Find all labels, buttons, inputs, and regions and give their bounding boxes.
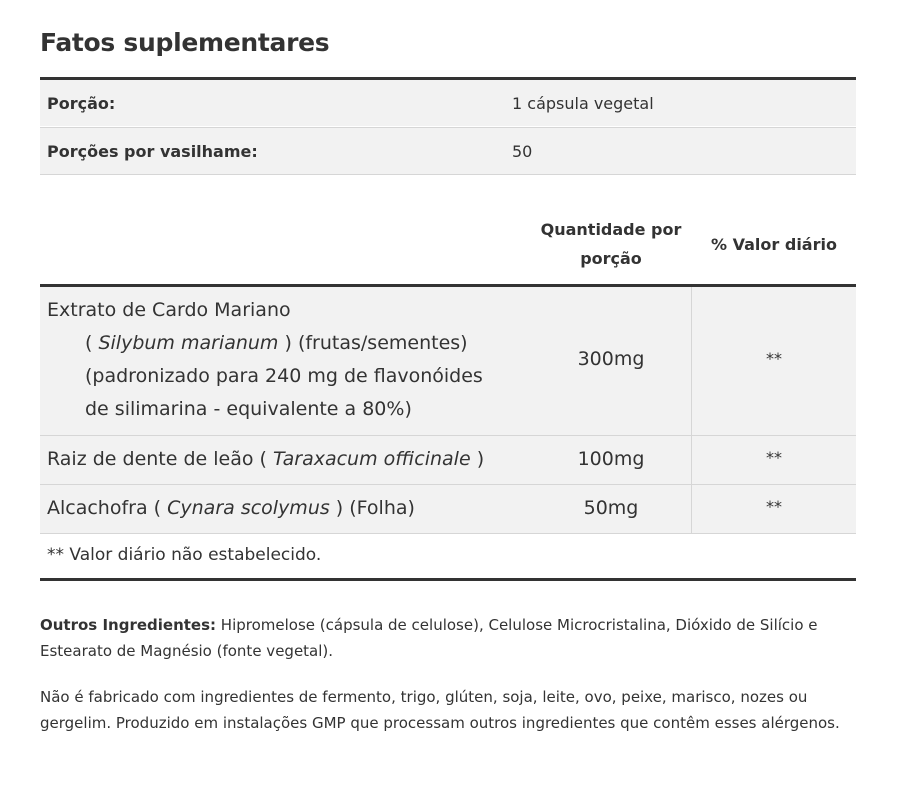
- ingredient-daily-value: **: [766, 448, 782, 467]
- ingredient-name: Raiz de dente de leão ( Taraxacum officinale ): [47, 448, 485, 470]
- ingredient-amount: 50mg: [583, 497, 639, 519]
- ingredient-row: [40, 436, 856, 484]
- other-ingredients-label: Outros Ingredientes:: [40, 616, 217, 634]
- serving-size-row: [40, 80, 856, 126]
- servings-per-container-label: Porções por vasilhame:: [47, 142, 258, 161]
- ingredient-row: [40, 485, 856, 533]
- latin-name: Silybum marianum: [98, 332, 279, 354]
- row-divider: [40, 174, 856, 175]
- ingredient-title: Extrato de Cardo Mariano: [47, 299, 291, 321]
- ingredient-amount: 300mg: [577, 348, 645, 370]
- servings-per-container-value: 50: [512, 142, 533, 161]
- ingredient-row: [40, 287, 856, 435]
- other-ingredients-text: Hipromelose (cápsula de celulose), Celulose Microcristalina, Dióxido de Silício e Estearato de Magnésio (fonte vegetal).: [40, 616, 818, 660]
- ingredient-name: Alcachofra ( Cynara scolymus ) (Folha): [47, 497, 415, 519]
- ingredient-detail: de silimarina - equivalente a 80%): [85, 398, 412, 420]
- serving-size-label: Porção:: [47, 94, 116, 113]
- daily-value-header: % Valor diário: [711, 235, 837, 254]
- servings-per-container-row: [40, 128, 856, 174]
- amount-per-serving-header: [530, 215, 692, 273]
- footer-divider: [40, 578, 856, 581]
- column-divider: [691, 287, 692, 533]
- amount-header-line1: Quantidade por: [540, 220, 682, 239]
- ingredient-detail: (padronizado para 240 mg de flavonóides: [85, 365, 483, 387]
- other-ingredients: [40, 612, 840, 664]
- latin-name: Cynara scolymus: [167, 497, 330, 519]
- ingredient-botanical: ( Silybum marianum ) (frutas/sementes): [85, 332, 468, 354]
- ingredient-daily-value: **: [766, 349, 782, 368]
- latin-name: Taraxacum officinale: [273, 448, 471, 470]
- footnote: ** Valor diário não estabelecido.: [47, 545, 322, 565]
- page-title: Fatos suplementares: [40, 28, 330, 57]
- ingredient-amount: 100mg: [577, 448, 645, 470]
- amount-header-line2: porção: [580, 249, 642, 268]
- ingredient-name: [47, 294, 483, 426]
- row-divider: [40, 533, 856, 534]
- allergen-note: Não é fabricado com ingredientes de fermento, trigo, glúten, soja, leite, ovo, peixe, marisco, nozes ou gergelim. Produzido em instalações GMP que processam outros ingredientes que contêm esses alérgenos.: [40, 688, 840, 732]
- serving-size-value: 1 cápsula vegetal: [512, 94, 654, 113]
- ingredient-daily-value: **: [766, 497, 782, 516]
